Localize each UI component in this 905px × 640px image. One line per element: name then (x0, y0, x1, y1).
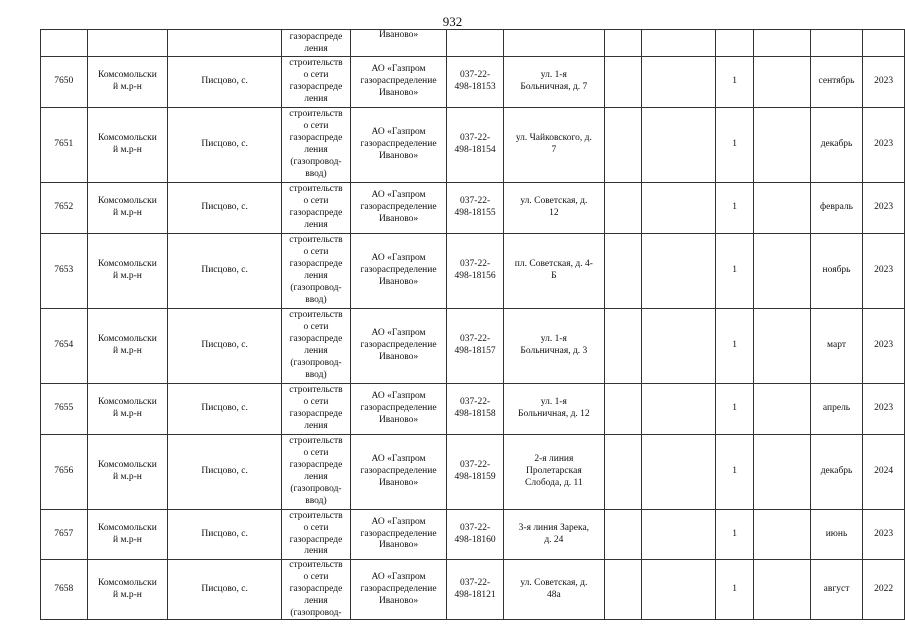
quantity-cell: 1 (716, 183, 754, 234)
empty-cell (642, 183, 716, 234)
address-cell: ул. Чайковского, д. 7 (504, 108, 604, 183)
org-cell: АО «Газпром газораспределение Иваново» (351, 234, 447, 309)
code-cell: 037-22- 498-18156 (447, 234, 504, 309)
row-id-cell: 7656 (41, 435, 88, 510)
locality-cell: Писцово, с. (168, 384, 282, 435)
empty-cell (642, 510, 716, 560)
quantity-cell: 1 (716, 560, 754, 620)
table-row-continuation (41, 30, 905, 57)
locality-cell: Писцово, с. (168, 435, 282, 510)
empty-cell (754, 234, 811, 309)
month-cell: август (810, 560, 862, 620)
district-cell: Комсомольски й м.р-н (87, 384, 168, 435)
empty-cell (604, 510, 642, 560)
empty-cell (754, 435, 811, 510)
org-cell: Иваново» (351, 30, 447, 57)
locality-cell: Писцово, с. (168, 309, 282, 384)
empty-cell (642, 57, 716, 108)
org-cell: АО «Газпром газораспределение Иваново» (351, 510, 447, 560)
tech-cell: строительств о сети газораспреде ления (газопровод- ввод) (281, 435, 350, 510)
district-cell: Комсомольски й м.р-н (87, 560, 168, 620)
table-row (41, 560, 905, 620)
district-cell: Комсомольски й м.р-н (87, 510, 168, 560)
empty-cell (604, 234, 642, 309)
empty-cell (642, 108, 716, 183)
empty-cell (754, 510, 811, 560)
month-cell: ноябрь (810, 234, 862, 309)
empty-cell (642, 560, 716, 620)
tech-cell: строительств о сети газораспреде ления (газопровод- ввод) (281, 309, 350, 384)
address-cell: ул. Советская, д. 12 (504, 183, 604, 234)
month-cell: март (810, 309, 862, 384)
tech-cell: строительств о сети газораспреде ления (281, 384, 350, 435)
year-cell: 2023 (863, 108, 905, 183)
empty-cell (642, 234, 716, 309)
locality-cell: Писцово, с. (168, 510, 282, 560)
code-cell: 037-22- 498-18160 (447, 510, 504, 560)
code-cell: 037-22- 498-18158 (447, 384, 504, 435)
year-cell: 2024 (863, 435, 905, 510)
empty-cell (604, 57, 642, 108)
month-cell: февраль (810, 183, 862, 234)
org-cell: АО «Газпром газораспределение Иваново» (351, 560, 447, 620)
row-id-cell: 7653 (41, 234, 88, 309)
district-cell: Комсомольски й м.р-н (87, 183, 168, 234)
district-cell: Комсомольски й м.р-н (87, 309, 168, 384)
org-cell: АО «Газпром газораспределение Иваново» (351, 435, 447, 510)
empty-cell (754, 560, 811, 620)
row-id-cell: 7651 (41, 108, 88, 183)
empty-cell (754, 384, 811, 435)
code-cell: 037-22- 498-18121 (447, 560, 504, 620)
quantity-cell: 1 (716, 510, 754, 560)
row-id-cell: 7652 (41, 183, 88, 234)
district-cell: Комсомольски й м.р-н (87, 435, 168, 510)
row-id-cell: 7650 (41, 57, 88, 108)
table-row (41, 57, 905, 108)
row-id-cell: 7654 (41, 309, 88, 384)
quantity-cell: 1 (716, 309, 754, 384)
district-cell: Комсомольски й м.р-н (87, 234, 168, 309)
month-cell: декабрь (810, 108, 862, 183)
empty-cell (754, 183, 811, 234)
district-cell: Комсомольски й м.р-н (87, 108, 168, 183)
org-cell: АО «Газпром газораспределение Иваново» (351, 309, 447, 384)
code-cell: 037-22- 498-18159 (447, 435, 504, 510)
code-cell: 037-22- 498-18153 (447, 57, 504, 108)
tech-cell: строительств о сети газораспреде ления (газопровод- ввод) (281, 108, 350, 183)
empty-cell (642, 309, 716, 384)
month-cell: сентябрь (810, 57, 862, 108)
table-row (41, 183, 905, 234)
locality-cell: Писцово, с. (168, 234, 282, 309)
tech-cell: строительств о сети газораспреде ления (газопровод- ввод) (281, 234, 350, 309)
empty-cell (604, 560, 642, 620)
month-cell: декабрь (810, 435, 862, 510)
locality-cell: Писцово, с. (168, 560, 282, 620)
table-row (41, 510, 905, 560)
quantity-cell: 1 (716, 57, 754, 108)
address-cell: 3-я линия Зарека, д. 24 (504, 510, 604, 560)
locality-cell: Писцово, с. (168, 183, 282, 234)
table-row (41, 384, 905, 435)
district-cell: Комсомольски й м.р-н (87, 57, 168, 108)
row-id-cell: 7657 (41, 510, 88, 560)
quantity-cell: 1 (716, 384, 754, 435)
quantity-cell: 1 (716, 108, 754, 183)
quantity-cell: 1 (716, 234, 754, 309)
quantity-cell: 1 (716, 435, 754, 510)
locality-cell: Писцово, с. (168, 108, 282, 183)
empty-cell (754, 57, 811, 108)
empty-cell (604, 435, 642, 510)
address-cell: ул. 1-я Больничная, д. 7 (504, 57, 604, 108)
page-number: 932 (442, 14, 463, 29)
year-cell: 2023 (863, 234, 905, 309)
gas-network-registry-table (40, 29, 905, 620)
code-cell: 037-22- 498-18155 (447, 183, 504, 234)
tech-cell: строительств о сети газораспреде ления (281, 510, 350, 560)
empty-cell (754, 309, 811, 384)
table-row (41, 435, 905, 510)
empty-cell (604, 309, 642, 384)
year-cell: 2023 (863, 309, 905, 384)
org-cell: АО «Газпром газораспределение Иваново» (351, 384, 447, 435)
org-cell: АО «Газпром газораспределение Иваново» (351, 183, 447, 234)
address-cell: ул. Советская, д. 48а (504, 560, 604, 620)
year-cell: 2023 (863, 183, 905, 234)
tech-cell: строительств о сети газораспреде ления (281, 183, 350, 234)
table-row (41, 234, 905, 309)
org-cell: АО «Газпром газораспределение Иваново» (351, 108, 447, 183)
empty-cell (604, 384, 642, 435)
address-cell: 2-я линия Пролетарская Слобода, д. 11 (504, 435, 604, 510)
year-cell: 2022 (863, 560, 905, 620)
tech-cell: газораспреде ления (281, 30, 350, 57)
tech-cell: строительств о сети газораспреде ления (газопровод- (281, 560, 350, 620)
row-id-cell: 7655 (41, 384, 88, 435)
table-row (41, 108, 905, 183)
tech-cell: строительств о сети газораспреде ления (281, 57, 350, 108)
table-row (41, 309, 905, 384)
empty-cell (642, 435, 716, 510)
month-cell: июнь (810, 510, 862, 560)
code-cell: 037-22- 498-18157 (447, 309, 504, 384)
empty-cell (604, 183, 642, 234)
empty-cell (754, 108, 811, 183)
row-id-cell: 7658 (41, 560, 88, 620)
locality-cell: Писцово, с. (168, 57, 282, 108)
address-cell: пл. Советская, д. 4- Б (504, 234, 604, 309)
code-cell: 037-22- 498-18154 (447, 108, 504, 183)
year-cell: 2023 (863, 384, 905, 435)
address-cell: ул. 1-я Больничная, д. 12 (504, 384, 604, 435)
empty-cell (604, 108, 642, 183)
month-cell: апрель (810, 384, 862, 435)
empty-cell (642, 384, 716, 435)
year-cell: 2023 (863, 510, 905, 560)
org-cell: АО «Газпром газораспределение Иваново» (351, 57, 447, 108)
year-cell: 2023 (863, 57, 905, 108)
address-cell: ул. 1-я Больничная, д. 3 (504, 309, 604, 384)
